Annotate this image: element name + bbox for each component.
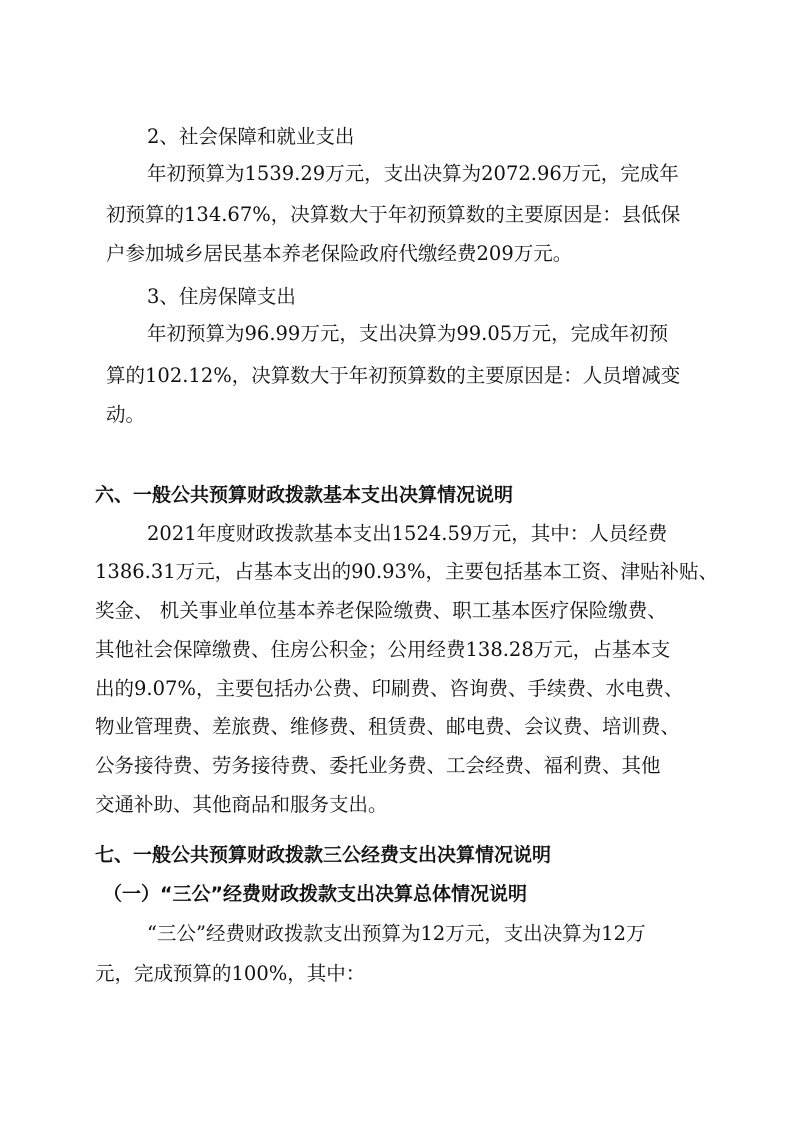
subsection-title-housing: 3、住房保障支出	[147, 285, 296, 308]
paragraph-line: 算的102.12%，决算数大于年初预算数的主要原因是：人员增减变	[106, 364, 681, 387]
section-7-subheading: （一）“三公”经费财政拨款支出决算总体情况说明	[103, 883, 527, 905]
paragraph-line: 奖金、 机关事业单位基本养老保险缴费、职工基本医疗保险缴费、	[95, 599, 667, 622]
paragraph-line: 公务接待费、劳务接待费、委托业务费、工会经费、福利费、其他	[95, 754, 661, 777]
paragraph-line: 年初预算为96.99万元，支出决算为99.05万元，完成年初预	[147, 322, 669, 345]
subsection-title-social-security: 2、社会保障和就业支出	[147, 125, 355, 148]
paragraph-line: 动。	[106, 403, 146, 426]
paragraph-line: 初预算的134.67%，决算数大于年初预算数的主要原因是：县低保	[106, 203, 681, 226]
section-7-heading: 七、一般公共预算财政拨款三公经费支出决算情况说明	[95, 844, 552, 866]
paragraph-line: 1386.31万元，占基本支出的90.93%，主要包括基本工资、津贴补贴、	[95, 560, 718, 583]
paragraph-line: 2021年度财政拨款基本支出1524.59万元，其中：人员经费	[147, 522, 668, 545]
paragraph-line: 元，完成预算的100%，其中：	[95, 962, 366, 985]
paragraph-line: 出的9.07%，主要包括办公费、印刷费、咨询费、手续费、水电费、	[95, 677, 684, 700]
paragraph-line: 交通补助、其他商品和服务支出。	[95, 793, 388, 816]
paragraph-line: “三公”经费财政拨款支出预算为12万元，支出决算为12万	[147, 922, 646, 945]
paragraph-line: 年初预算为1539.29万元，支出决算为2072.96万元，完成年	[147, 162, 679, 185]
paragraph-line: 其他社会保障缴费、住房公积金；公用经费138.28万元，占基本支	[95, 638, 671, 661]
paragraph-line: 物业管理费、差旅费、维修费、租赁费、邮电费、会议费、培训费、	[95, 715, 681, 738]
section-6-heading: 六、一般公共预算财政拨款基本支出决算情况说明	[95, 484, 514, 506]
paragraph-line: 户参加城乡居民基本养老保险政府代缴经费209万元。	[106, 242, 573, 265]
